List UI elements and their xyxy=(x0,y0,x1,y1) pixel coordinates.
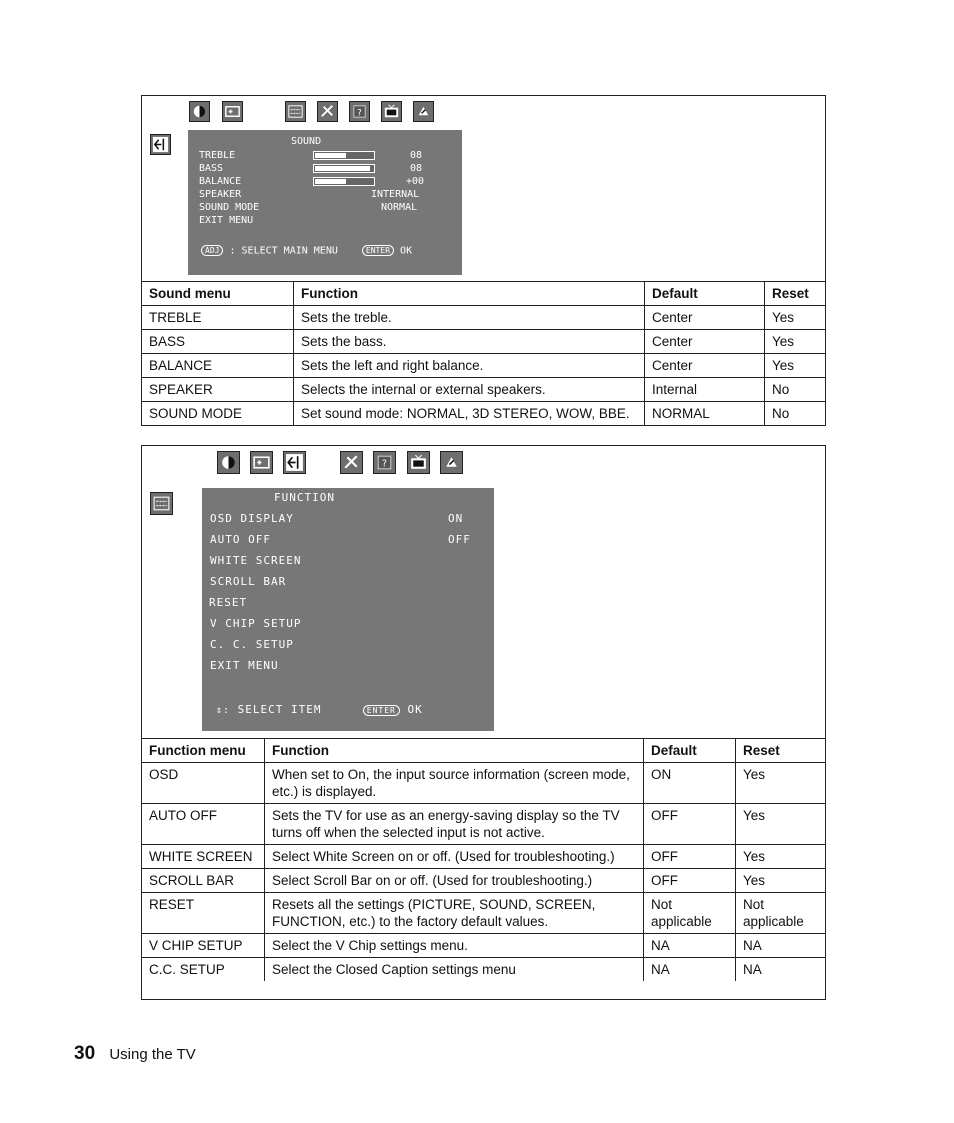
table-cell: NA xyxy=(736,934,826,958)
function-menu-table xyxy=(142,739,825,981)
osd-balance-value: +00 xyxy=(406,176,425,187)
tv-icon[interactable] xyxy=(381,101,402,122)
enter-key-icon: ENTER xyxy=(363,705,400,716)
osd-balance-label: BALANCE xyxy=(199,176,242,187)
osd-treble-value: 08 xyxy=(410,150,423,161)
table-row xyxy=(142,330,825,354)
osd-sound-mode-value: NORMAL xyxy=(381,202,418,213)
table-cell: OSD xyxy=(142,763,265,804)
section-title: Using the TV xyxy=(109,1046,196,1063)
tv-icon[interactable] xyxy=(407,451,430,474)
table-cell: Select White Screen on or off. (Used for troubleshooting.) xyxy=(265,845,644,869)
table-cell: Center xyxy=(645,330,765,354)
table-row xyxy=(142,893,825,934)
osd-hint-text: : SELECT MAIN MENU xyxy=(229,245,338,257)
table-row xyxy=(142,869,825,893)
table-cell: NA xyxy=(644,934,736,958)
osd-reset-label: RESET xyxy=(209,596,248,609)
table-row xyxy=(142,354,825,378)
table-cell: V CHIP SETUP xyxy=(142,934,265,958)
table-row xyxy=(142,763,825,804)
sound-osd-panel xyxy=(188,130,462,275)
osd-sound-mode-label: SOUND MODE xyxy=(199,202,260,213)
screen-adjust-icon[interactable] xyxy=(222,101,243,122)
table-cell: BASS xyxy=(142,330,294,354)
sound-menu-screenshot xyxy=(142,96,825,282)
table-cell: NORMAL xyxy=(645,402,765,426)
table-cell: Yes xyxy=(736,845,826,869)
table-cell: Sets the treble. xyxy=(294,306,645,330)
function-menu-screenshot xyxy=(142,446,825,739)
table-cell: Select the V Chip settings menu. xyxy=(265,934,644,958)
treble-bar[interactable] xyxy=(313,151,375,160)
table-cell: Yes xyxy=(765,306,826,330)
table-cell: Yes xyxy=(736,763,826,804)
osd-v-chip-label: V CHIP SETUP xyxy=(210,617,302,630)
up-down-arrows-icon: ⇕: xyxy=(216,705,231,716)
column-header: Default xyxy=(644,739,736,763)
column-header: Function xyxy=(265,739,644,763)
osd-title: SOUND xyxy=(291,136,322,147)
osd-hint-text: SELECT ITEM xyxy=(237,703,322,716)
table-cell: Not applicable xyxy=(736,893,826,934)
bass-bar[interactable] xyxy=(313,164,375,173)
table-row xyxy=(142,402,825,426)
table-row xyxy=(142,804,825,845)
table-cell: ON xyxy=(644,763,736,804)
table-cell: Select Scroll Bar on or off. (Used for troubleshooting.) xyxy=(265,869,644,893)
settings-icon[interactable] xyxy=(340,451,363,474)
table-header-row xyxy=(142,739,825,763)
sound-icon[interactable] xyxy=(150,134,171,155)
picture-icon[interactable] xyxy=(217,451,240,474)
picture-icon[interactable] xyxy=(189,101,210,122)
table-row xyxy=(142,306,825,330)
help-icon[interactable] xyxy=(373,451,396,474)
table-cell: Center xyxy=(645,306,765,330)
column-header: Default xyxy=(645,282,765,306)
table-cell: WHITE SCREEN xyxy=(142,845,265,869)
table-cell: C.C. SETUP xyxy=(142,958,265,982)
sound-menu-section xyxy=(141,95,826,426)
svg-text:?: ? xyxy=(381,458,388,470)
table-cell: Sets the TV for use as an energy-saving display so the TV turns off when the selected input is not active. xyxy=(265,804,644,845)
table-cell: Set sound mode: NORMAL, 3D STEREO, WOW, BBE. xyxy=(294,402,645,426)
table-cell: Resets all the settings (PICTURE, SOUND, SCREEN, FUNCTION, etc.) to the factory default values. xyxy=(265,893,644,934)
function-icon[interactable] xyxy=(150,492,173,515)
table-cell: TREBLE xyxy=(142,306,294,330)
help-icon[interactable] xyxy=(349,101,370,122)
osd-display-label: OSD DISPLAY xyxy=(210,512,294,525)
table-cell: SOUND MODE xyxy=(142,402,294,426)
table-cell: RESET xyxy=(142,893,265,934)
table-cell: OFF xyxy=(644,845,736,869)
table-cell: SPEAKER xyxy=(142,378,294,402)
table-cell: No xyxy=(765,402,826,426)
enter-key-icon: ENTER xyxy=(362,245,394,256)
table-cell: NA xyxy=(644,958,736,982)
balance-bar[interactable] xyxy=(313,177,375,186)
screen-adjust-icon[interactable] xyxy=(250,451,273,474)
osd-scroll-bar-label: SCROLL BAR xyxy=(210,575,287,588)
table-header-row xyxy=(142,282,825,306)
osd-cc-setup-label: C. C. SETUP xyxy=(210,638,294,651)
osd-ok: OK xyxy=(407,703,423,716)
osd-exit-menu-label: EXIT MENU xyxy=(210,659,279,672)
page-footer xyxy=(74,1043,196,1065)
table-cell: Selects the internal or external speakers. xyxy=(294,378,645,402)
function-icon[interactable] xyxy=(285,101,306,122)
osd-exit-menu-label: EXIT MENU xyxy=(199,215,254,226)
osd-display-value: ON xyxy=(448,512,464,525)
table-cell: Yes xyxy=(736,804,826,845)
osd-speaker-value: INTERNAL xyxy=(371,189,420,200)
svg-text:?: ? xyxy=(357,108,362,119)
table-cell: NA xyxy=(736,958,826,982)
table-cell: BALANCE xyxy=(142,354,294,378)
osd-auto-off-label: AUTO OFF xyxy=(210,533,271,546)
adj-key-icon: ADJ xyxy=(201,245,223,256)
table-cell: Yes xyxy=(736,869,826,893)
osd-title: FUNCTION xyxy=(274,491,335,504)
table-cell: Not applicable xyxy=(644,893,736,934)
function-osd-panel xyxy=(202,488,494,731)
exit-icon[interactable] xyxy=(413,101,434,122)
table-row xyxy=(142,378,825,402)
table-cell: Sets the left and right balance. xyxy=(294,354,645,378)
sound-menu-table xyxy=(142,282,825,425)
osd-bass-label: BASS xyxy=(199,163,224,174)
table-cell: Center xyxy=(645,354,765,378)
osd-ok: OK xyxy=(400,245,413,257)
table-cell: No xyxy=(765,378,826,402)
osd-speaker-label: SPEAKER xyxy=(199,189,242,200)
table-cell: Sets the bass. xyxy=(294,330,645,354)
osd-auto-off-value: OFF xyxy=(448,533,471,546)
osd-hint xyxy=(201,245,412,257)
column-header: Sound menu xyxy=(142,282,294,306)
column-header: Function menu xyxy=(142,739,265,763)
exit-icon[interactable] xyxy=(440,451,463,474)
table-cell: Yes xyxy=(765,330,826,354)
osd-hint xyxy=(216,703,423,716)
settings-icon[interactable] xyxy=(317,101,338,122)
column-header: Reset xyxy=(736,739,826,763)
table-cell: Yes xyxy=(765,354,826,378)
table-cell: When set to On, the input source information (screen mode, etc.) is displayed. xyxy=(265,763,644,804)
table-cell: Internal xyxy=(645,378,765,402)
osd-treble-label: TREBLE xyxy=(199,150,236,161)
sound-icon[interactable] xyxy=(283,451,306,474)
column-header: Reset xyxy=(765,282,826,306)
table-row xyxy=(142,934,825,958)
table-cell: OFF xyxy=(644,804,736,845)
osd-white-screen-label: WHITE SCREEN xyxy=(210,554,302,567)
page-number: 30 xyxy=(74,1043,96,1064)
table-row xyxy=(142,958,825,982)
table-cell: Select the Closed Caption settings menu xyxy=(265,958,644,982)
function-menu-section xyxy=(141,445,826,1000)
table-cell: OFF xyxy=(644,869,736,893)
osd-bass-value: 08 xyxy=(410,163,423,174)
table-cell: SCROLL BAR xyxy=(142,869,265,893)
table-cell: AUTO OFF xyxy=(142,804,265,845)
table-row xyxy=(142,845,825,869)
column-header: Function xyxy=(294,282,645,306)
